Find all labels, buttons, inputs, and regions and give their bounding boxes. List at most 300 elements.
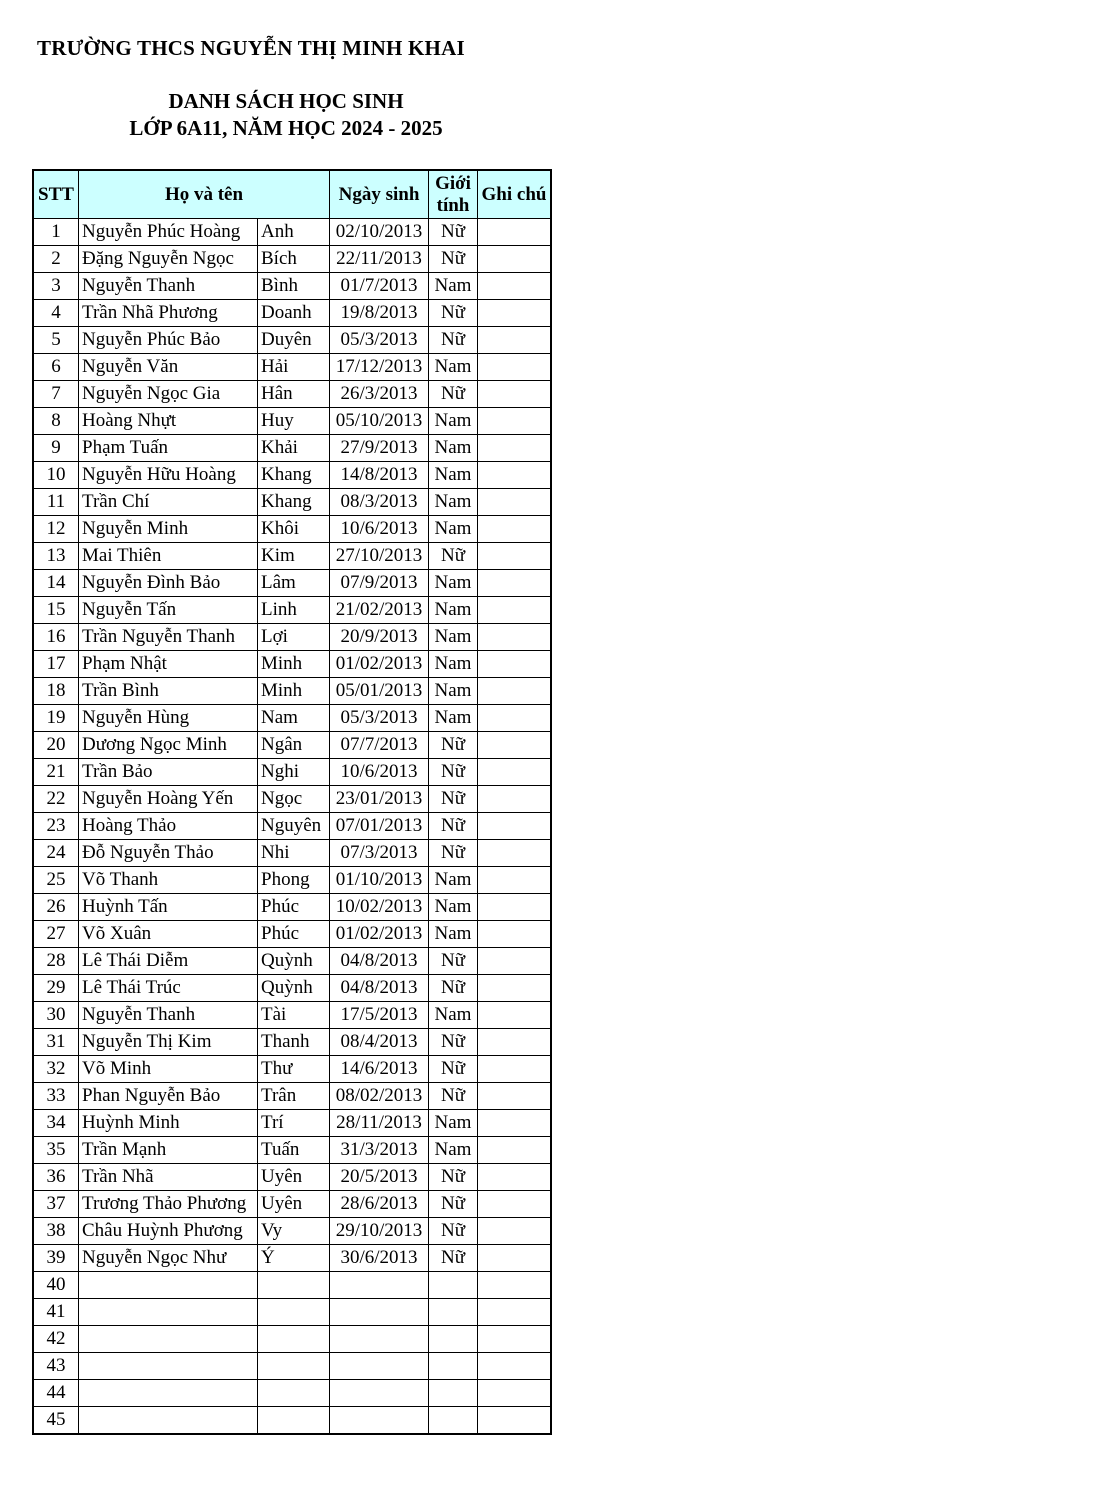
cell-ghichu bbox=[478, 516, 552, 543]
header-gioitinh-line1: Giới bbox=[435, 172, 471, 194]
cell-ten: Linh bbox=[258, 597, 330, 624]
cell-gioitinh: Nữ bbox=[429, 1056, 478, 1083]
cell-gioitinh: Nam bbox=[429, 705, 478, 732]
cell-ten: Hải bbox=[258, 354, 330, 381]
cell-gioitinh: Nam bbox=[429, 921, 478, 948]
cell-ngaysinh: 05/10/2013 bbox=[330, 408, 429, 435]
cell-ngaysinh: 08/4/2013 bbox=[330, 1029, 429, 1056]
table-row bbox=[33, 1137, 551, 1164]
cell-ten: Phong bbox=[258, 867, 330, 894]
cell-gioitinh: Nam bbox=[429, 651, 478, 678]
cell-ghichu bbox=[478, 1299, 552, 1326]
cell-stt: 6 bbox=[33, 354, 79, 381]
cell-ghichu bbox=[478, 921, 552, 948]
cell-ten bbox=[258, 1272, 330, 1299]
cell-ngaysinh: 17/12/2013 bbox=[330, 354, 429, 381]
cell-ghichu bbox=[478, 381, 552, 408]
cell-ngaysinh: 21/02/2013 bbox=[330, 597, 429, 624]
cell-ten: Nam bbox=[258, 705, 330, 732]
cell-ngaysinh: 01/02/2013 bbox=[330, 921, 429, 948]
cell-stt: 38 bbox=[33, 1218, 79, 1245]
cell-ten: Minh bbox=[258, 678, 330, 705]
cell-stt: 21 bbox=[33, 759, 79, 786]
cell-stt: 2 bbox=[33, 246, 79, 273]
cell-gioitinh: Nữ bbox=[429, 786, 478, 813]
table-header bbox=[33, 170, 551, 219]
cell-ngaysinh: 10/6/2013 bbox=[330, 759, 429, 786]
cell-ten bbox=[258, 1380, 330, 1407]
cell-ghichu bbox=[478, 408, 552, 435]
cell-stt: 3 bbox=[33, 273, 79, 300]
cell-ten: Trí bbox=[258, 1110, 330, 1137]
cell-stt: 37 bbox=[33, 1191, 79, 1218]
cell-stt: 5 bbox=[33, 327, 79, 354]
cell-gioitinh: Nữ bbox=[429, 1164, 478, 1191]
cell-gioitinh bbox=[429, 1407, 478, 1435]
cell-ten: Phúc bbox=[258, 921, 330, 948]
cell-ho: Trần Chí bbox=[79, 489, 258, 516]
cell-gioitinh: Nam bbox=[429, 678, 478, 705]
table-body bbox=[33, 219, 551, 1435]
cell-gioitinh: Nữ bbox=[429, 219, 478, 246]
cell-ngaysinh: 10/6/2013 bbox=[330, 516, 429, 543]
cell-ten: Ngân bbox=[258, 732, 330, 759]
cell-ghichu bbox=[478, 1380, 552, 1407]
table-row bbox=[33, 300, 551, 327]
table-row bbox=[33, 1164, 551, 1191]
cell-ho: Nguyễn Tấn bbox=[79, 597, 258, 624]
table-row bbox=[33, 759, 551, 786]
cell-ten: Tài bbox=[258, 1002, 330, 1029]
cell-ho: Trần Bình bbox=[79, 678, 258, 705]
table-row bbox=[33, 1218, 551, 1245]
cell-gioitinh: Nam bbox=[429, 489, 478, 516]
cell-gioitinh: Nam bbox=[429, 408, 478, 435]
cell-ho: Võ Minh bbox=[79, 1056, 258, 1083]
cell-stt: 27 bbox=[33, 921, 79, 948]
cell-ngaysinh bbox=[330, 1353, 429, 1380]
cell-ho: Lê Thái Diễm bbox=[79, 948, 258, 975]
cell-ten: Anh bbox=[258, 219, 330, 246]
cell-ho: Nguyễn Ngọc Gia bbox=[79, 381, 258, 408]
cell-ngaysinh: 01/10/2013 bbox=[330, 867, 429, 894]
table-row bbox=[33, 354, 551, 381]
cell-gioitinh: Nam bbox=[429, 570, 478, 597]
cell-gioitinh bbox=[429, 1353, 478, 1380]
cell-ho: Dương Ngọc Minh bbox=[79, 732, 258, 759]
cell-ngaysinh: 23/01/2013 bbox=[330, 786, 429, 813]
cell-ghichu bbox=[478, 651, 552, 678]
table-row bbox=[33, 678, 551, 705]
table-row bbox=[33, 1110, 551, 1137]
cell-ho: Huỳnh Tấn bbox=[79, 894, 258, 921]
cell-ngaysinh: 22/11/2013 bbox=[330, 246, 429, 273]
student-table bbox=[32, 169, 552, 1435]
header-ngaysinh: Ngày sinh bbox=[330, 170, 429, 219]
cell-ten: Tuấn bbox=[258, 1137, 330, 1164]
cell-gioitinh: Nữ bbox=[429, 975, 478, 1002]
cell-stt: 25 bbox=[33, 867, 79, 894]
cell-ten: Nguyên bbox=[258, 813, 330, 840]
table-row bbox=[33, 651, 551, 678]
cell-stt: 41 bbox=[33, 1299, 79, 1326]
cell-ngaysinh: 04/8/2013 bbox=[330, 975, 429, 1002]
cell-stt: 39 bbox=[33, 1245, 79, 1272]
cell-ten bbox=[258, 1299, 330, 1326]
cell-stt: 31 bbox=[33, 1029, 79, 1056]
cell-ghichu bbox=[478, 1056, 552, 1083]
cell-ten: Thanh bbox=[258, 1029, 330, 1056]
table-row bbox=[33, 840, 551, 867]
table-row bbox=[33, 408, 551, 435]
cell-gioitinh: Nữ bbox=[429, 300, 478, 327]
cell-ho: Nguyễn Hoàng Yến bbox=[79, 786, 258, 813]
cell-gioitinh: Nữ bbox=[429, 1191, 478, 1218]
cell-gioitinh: Nam bbox=[429, 624, 478, 651]
cell-ten: Bình bbox=[258, 273, 330, 300]
cell-ten: Uyên bbox=[258, 1191, 330, 1218]
table-row bbox=[33, 786, 551, 813]
cell-stt: 17 bbox=[33, 651, 79, 678]
cell-ho bbox=[79, 1353, 258, 1380]
cell-ghichu bbox=[478, 1137, 552, 1164]
cell-ho: Trần Nguyễn Thanh bbox=[79, 624, 258, 651]
table-row bbox=[33, 705, 551, 732]
cell-ngaysinh bbox=[330, 1272, 429, 1299]
cell-ghichu bbox=[478, 867, 552, 894]
cell-ho: Trần Nhã bbox=[79, 1164, 258, 1191]
table-row bbox=[33, 246, 551, 273]
cell-ho: Phan Nguyễn Bảo bbox=[79, 1083, 258, 1110]
header-hoten: Họ và tên bbox=[79, 170, 330, 219]
cell-ngaysinh: 08/02/2013 bbox=[330, 1083, 429, 1110]
header-gioitinh-line2: tính bbox=[436, 194, 470, 216]
cell-ho: Trương Thảo Phương bbox=[79, 1191, 258, 1218]
cell-ho: Nguyễn Ngọc Như bbox=[79, 1245, 258, 1272]
header-ghichu: Ghi chú bbox=[478, 170, 552, 219]
cell-stt: 13 bbox=[33, 543, 79, 570]
cell-gioitinh bbox=[429, 1272, 478, 1299]
table-row bbox=[33, 921, 551, 948]
cell-ho: Võ Thanh bbox=[79, 867, 258, 894]
cell-ngaysinh: 20/9/2013 bbox=[330, 624, 429, 651]
cell-ghichu bbox=[478, 1353, 552, 1380]
cell-ho: Châu Huỳnh Phương bbox=[79, 1218, 258, 1245]
cell-ghichu bbox=[478, 354, 552, 381]
table-row bbox=[33, 1191, 551, 1218]
cell-ngaysinh bbox=[330, 1380, 429, 1407]
cell-ngaysinh: 17/5/2013 bbox=[330, 1002, 429, 1029]
cell-ngaysinh: 07/7/2013 bbox=[330, 732, 429, 759]
cell-ho: Nguyễn Thanh bbox=[79, 1002, 258, 1029]
cell-ghichu bbox=[478, 1083, 552, 1110]
cell-ten: Quỳnh bbox=[258, 948, 330, 975]
cell-ngaysinh: 28/11/2013 bbox=[330, 1110, 429, 1137]
cell-ngaysinh: 19/8/2013 bbox=[330, 300, 429, 327]
cell-ghichu bbox=[478, 273, 552, 300]
cell-ngaysinh bbox=[330, 1299, 429, 1326]
cell-ten bbox=[258, 1407, 330, 1435]
cell-ten: Ý bbox=[258, 1245, 330, 1272]
cell-ten bbox=[258, 1326, 330, 1353]
cell-ngaysinh bbox=[330, 1407, 429, 1435]
cell-ngaysinh: 02/10/2013 bbox=[330, 219, 429, 246]
cell-ho: Nguyễn Phúc Hoàng bbox=[79, 219, 258, 246]
cell-ghichu bbox=[478, 678, 552, 705]
table-row bbox=[33, 732, 551, 759]
cell-ten: Duyên bbox=[258, 327, 330, 354]
cell-ngaysinh: 28/6/2013 bbox=[330, 1191, 429, 1218]
cell-ho: Nguyễn Thị Kim bbox=[79, 1029, 258, 1056]
table-row bbox=[33, 516, 551, 543]
cell-ho: Đặng Nguyễn Ngọc bbox=[79, 246, 258, 273]
cell-ho: Trần Mạnh bbox=[79, 1137, 258, 1164]
cell-gioitinh: Nữ bbox=[429, 948, 478, 975]
cell-ghichu bbox=[478, 948, 552, 975]
table-row bbox=[33, 273, 551, 300]
cell-stt: 43 bbox=[33, 1353, 79, 1380]
cell-gioitinh: Nữ bbox=[429, 1029, 478, 1056]
cell-ten: Lợi bbox=[258, 624, 330, 651]
cell-stt: 36 bbox=[33, 1164, 79, 1191]
cell-stt: 24 bbox=[33, 840, 79, 867]
cell-ngaysinh: 01/02/2013 bbox=[330, 651, 429, 678]
cell-ngaysinh: 07/3/2013 bbox=[330, 840, 429, 867]
cell-gioitinh: Nam bbox=[429, 597, 478, 624]
cell-stt: 4 bbox=[33, 300, 79, 327]
cell-stt: 45 bbox=[33, 1407, 79, 1435]
cell-stt: 18 bbox=[33, 678, 79, 705]
cell-ngaysinh: 14/8/2013 bbox=[330, 462, 429, 489]
table-row bbox=[33, 1407, 551, 1435]
cell-gioitinh: Nam bbox=[429, 1110, 478, 1137]
cell-ghichu bbox=[478, 786, 552, 813]
header-gioitinh bbox=[429, 170, 478, 219]
cell-ngaysinh: 05/3/2013 bbox=[330, 327, 429, 354]
cell-ten bbox=[258, 1353, 330, 1380]
table-row bbox=[33, 1245, 551, 1272]
cell-stt: 10 bbox=[33, 462, 79, 489]
cell-ho: Phạm Tuấn bbox=[79, 435, 258, 462]
cell-gioitinh: Nữ bbox=[429, 246, 478, 273]
cell-ten: Minh bbox=[258, 651, 330, 678]
cell-gioitinh: Nữ bbox=[429, 1245, 478, 1272]
cell-stt: 16 bbox=[33, 624, 79, 651]
cell-ngaysinh: 07/9/2013 bbox=[330, 570, 429, 597]
cell-ghichu bbox=[478, 489, 552, 516]
cell-ten: Uyên bbox=[258, 1164, 330, 1191]
table-row bbox=[33, 435, 551, 462]
cell-stt: 26 bbox=[33, 894, 79, 921]
cell-ten: Nhi bbox=[258, 840, 330, 867]
cell-gioitinh: Nữ bbox=[429, 327, 478, 354]
table-row bbox=[33, 813, 551, 840]
cell-ghichu bbox=[478, 543, 552, 570]
cell-ho: Hoàng Thảo bbox=[79, 813, 258, 840]
cell-stt: 23 bbox=[33, 813, 79, 840]
cell-ngaysinh: 05/3/2013 bbox=[330, 705, 429, 732]
table-row bbox=[33, 1272, 551, 1299]
cell-ngaysinh: 01/7/2013 bbox=[330, 273, 429, 300]
cell-ho: Trần Bảo bbox=[79, 759, 258, 786]
cell-gioitinh: Nữ bbox=[429, 840, 478, 867]
cell-stt: 44 bbox=[33, 1380, 79, 1407]
cell-ghichu bbox=[478, 1164, 552, 1191]
cell-gioitinh: Nam bbox=[429, 1002, 478, 1029]
cell-gioitinh: Nam bbox=[429, 867, 478, 894]
document-title: DANH SÁCH HỌC SINH bbox=[168, 89, 404, 113]
cell-gioitinh bbox=[429, 1326, 478, 1353]
cell-ngaysinh: 07/01/2013 bbox=[330, 813, 429, 840]
cell-ghichu bbox=[478, 1110, 552, 1137]
cell-stt: 12 bbox=[33, 516, 79, 543]
table-row bbox=[33, 462, 551, 489]
cell-ghichu bbox=[478, 1407, 552, 1435]
cell-ho bbox=[79, 1407, 258, 1435]
cell-ngaysinh: 05/01/2013 bbox=[330, 678, 429, 705]
cell-ho: Trần Nhã Phương bbox=[79, 300, 258, 327]
cell-ho: Nguyễn Minh bbox=[79, 516, 258, 543]
cell-ghichu bbox=[478, 1002, 552, 1029]
cell-ghichu bbox=[478, 894, 552, 921]
cell-ho: Võ Xuân bbox=[79, 921, 258, 948]
cell-stt: 1 bbox=[33, 219, 79, 246]
table-row bbox=[33, 1353, 551, 1380]
cell-ho: Đỗ Nguyễn Thảo bbox=[79, 840, 258, 867]
cell-ghichu bbox=[478, 732, 552, 759]
cell-ngaysinh: 20/5/2013 bbox=[330, 1164, 429, 1191]
cell-gioitinh bbox=[429, 1380, 478, 1407]
cell-gioitinh: Nam bbox=[429, 894, 478, 921]
cell-ngaysinh: 27/10/2013 bbox=[330, 543, 429, 570]
cell-ghichu bbox=[478, 462, 552, 489]
cell-ghichu bbox=[478, 435, 552, 462]
table-row bbox=[33, 219, 551, 246]
cell-ho: Nguyễn Thanh bbox=[79, 273, 258, 300]
cell-stt: 19 bbox=[33, 705, 79, 732]
cell-ten: Khang bbox=[258, 462, 330, 489]
cell-ngaysinh bbox=[330, 1326, 429, 1353]
table-row bbox=[33, 624, 551, 651]
table-row bbox=[33, 1299, 551, 1326]
cell-ten: Khôi bbox=[258, 516, 330, 543]
cell-ghichu bbox=[478, 624, 552, 651]
cell-gioitinh: Nam bbox=[429, 516, 478, 543]
cell-ngaysinh: 08/3/2013 bbox=[330, 489, 429, 516]
cell-ho bbox=[79, 1299, 258, 1326]
cell-ho bbox=[79, 1326, 258, 1353]
cell-ten: Huy bbox=[258, 408, 330, 435]
table-row bbox=[33, 381, 551, 408]
cell-ghichu bbox=[478, 759, 552, 786]
cell-stt: 9 bbox=[33, 435, 79, 462]
cell-stt: 30 bbox=[33, 1002, 79, 1029]
cell-ten: Quỳnh bbox=[258, 975, 330, 1002]
cell-stt: 32 bbox=[33, 1056, 79, 1083]
cell-ten: Bích bbox=[258, 246, 330, 273]
table-row bbox=[33, 489, 551, 516]
cell-ngaysinh: 27/9/2013 bbox=[330, 435, 429, 462]
cell-ngaysinh: 26/3/2013 bbox=[330, 381, 429, 408]
cell-gioitinh bbox=[429, 1299, 478, 1326]
cell-ghichu bbox=[478, 1245, 552, 1272]
table-row bbox=[33, 1326, 551, 1353]
cell-ghichu bbox=[478, 597, 552, 624]
cell-ngaysinh: 29/10/2013 bbox=[330, 1218, 429, 1245]
cell-ghichu bbox=[478, 327, 552, 354]
cell-stt: 35 bbox=[33, 1137, 79, 1164]
cell-ho bbox=[79, 1272, 258, 1299]
cell-gioitinh: Nữ bbox=[429, 1218, 478, 1245]
cell-stt: 22 bbox=[33, 786, 79, 813]
cell-stt: 28 bbox=[33, 948, 79, 975]
cell-stt: 42 bbox=[33, 1326, 79, 1353]
cell-ten: Phúc bbox=[258, 894, 330, 921]
cell-stt: 11 bbox=[33, 489, 79, 516]
cell-gioitinh: Nam bbox=[429, 273, 478, 300]
cell-ho: Mai Thiên bbox=[79, 543, 258, 570]
cell-ghichu bbox=[478, 246, 552, 273]
cell-ten: Vy bbox=[258, 1218, 330, 1245]
cell-gioitinh: Nam bbox=[429, 435, 478, 462]
table-row bbox=[33, 975, 551, 1002]
table-header-row bbox=[33, 170, 551, 219]
cell-ten: Ngọc bbox=[258, 786, 330, 813]
cell-ghichu bbox=[478, 1218, 552, 1245]
cell-ten: Nghi bbox=[258, 759, 330, 786]
cell-stt: 15 bbox=[33, 597, 79, 624]
table-row bbox=[33, 1083, 551, 1110]
cell-ho: Nguyễn Hùng bbox=[79, 705, 258, 732]
cell-ten: Trân bbox=[258, 1083, 330, 1110]
cell-ghichu bbox=[478, 813, 552, 840]
cell-stt: 20 bbox=[33, 732, 79, 759]
cell-ho: Hoàng Nhựt bbox=[79, 408, 258, 435]
cell-ghichu bbox=[478, 705, 552, 732]
cell-gioitinh: Nam bbox=[429, 354, 478, 381]
cell-ngaysinh: 10/02/2013 bbox=[330, 894, 429, 921]
cell-ho: Nguyễn Đình Bảo bbox=[79, 570, 258, 597]
cell-ten: Khang bbox=[258, 489, 330, 516]
cell-stt: 8 bbox=[33, 408, 79, 435]
cell-gioitinh: Nữ bbox=[429, 543, 478, 570]
cell-stt: 40 bbox=[33, 1272, 79, 1299]
cell-gioitinh: Nữ bbox=[429, 381, 478, 408]
table-row bbox=[33, 543, 551, 570]
cell-ho: Nguyễn Hữu Hoàng bbox=[79, 462, 258, 489]
cell-stt: 14 bbox=[33, 570, 79, 597]
cell-ho: Lê Thái Trúc bbox=[79, 975, 258, 1002]
cell-stt: 7 bbox=[33, 381, 79, 408]
table-row bbox=[33, 867, 551, 894]
cell-ho bbox=[79, 1380, 258, 1407]
cell-gioitinh: Nam bbox=[429, 462, 478, 489]
cell-gioitinh: Nữ bbox=[429, 759, 478, 786]
cell-ten: Thư bbox=[258, 1056, 330, 1083]
cell-ghichu bbox=[478, 570, 552, 597]
cell-ho: Nguyễn Văn bbox=[79, 354, 258, 381]
cell-gioitinh: Nữ bbox=[429, 813, 478, 840]
cell-ghichu bbox=[478, 1272, 552, 1299]
cell-stt: 29 bbox=[33, 975, 79, 1002]
cell-ngaysinh: 04/8/2013 bbox=[330, 948, 429, 975]
cell-ho: Nguyễn Phúc Bảo bbox=[79, 327, 258, 354]
cell-ten: Lâm bbox=[258, 570, 330, 597]
cell-ghichu bbox=[478, 300, 552, 327]
cell-ho: Huỳnh Minh bbox=[79, 1110, 258, 1137]
cell-ten: Kim bbox=[258, 543, 330, 570]
cell-ngaysinh: 30/6/2013 bbox=[330, 1245, 429, 1272]
